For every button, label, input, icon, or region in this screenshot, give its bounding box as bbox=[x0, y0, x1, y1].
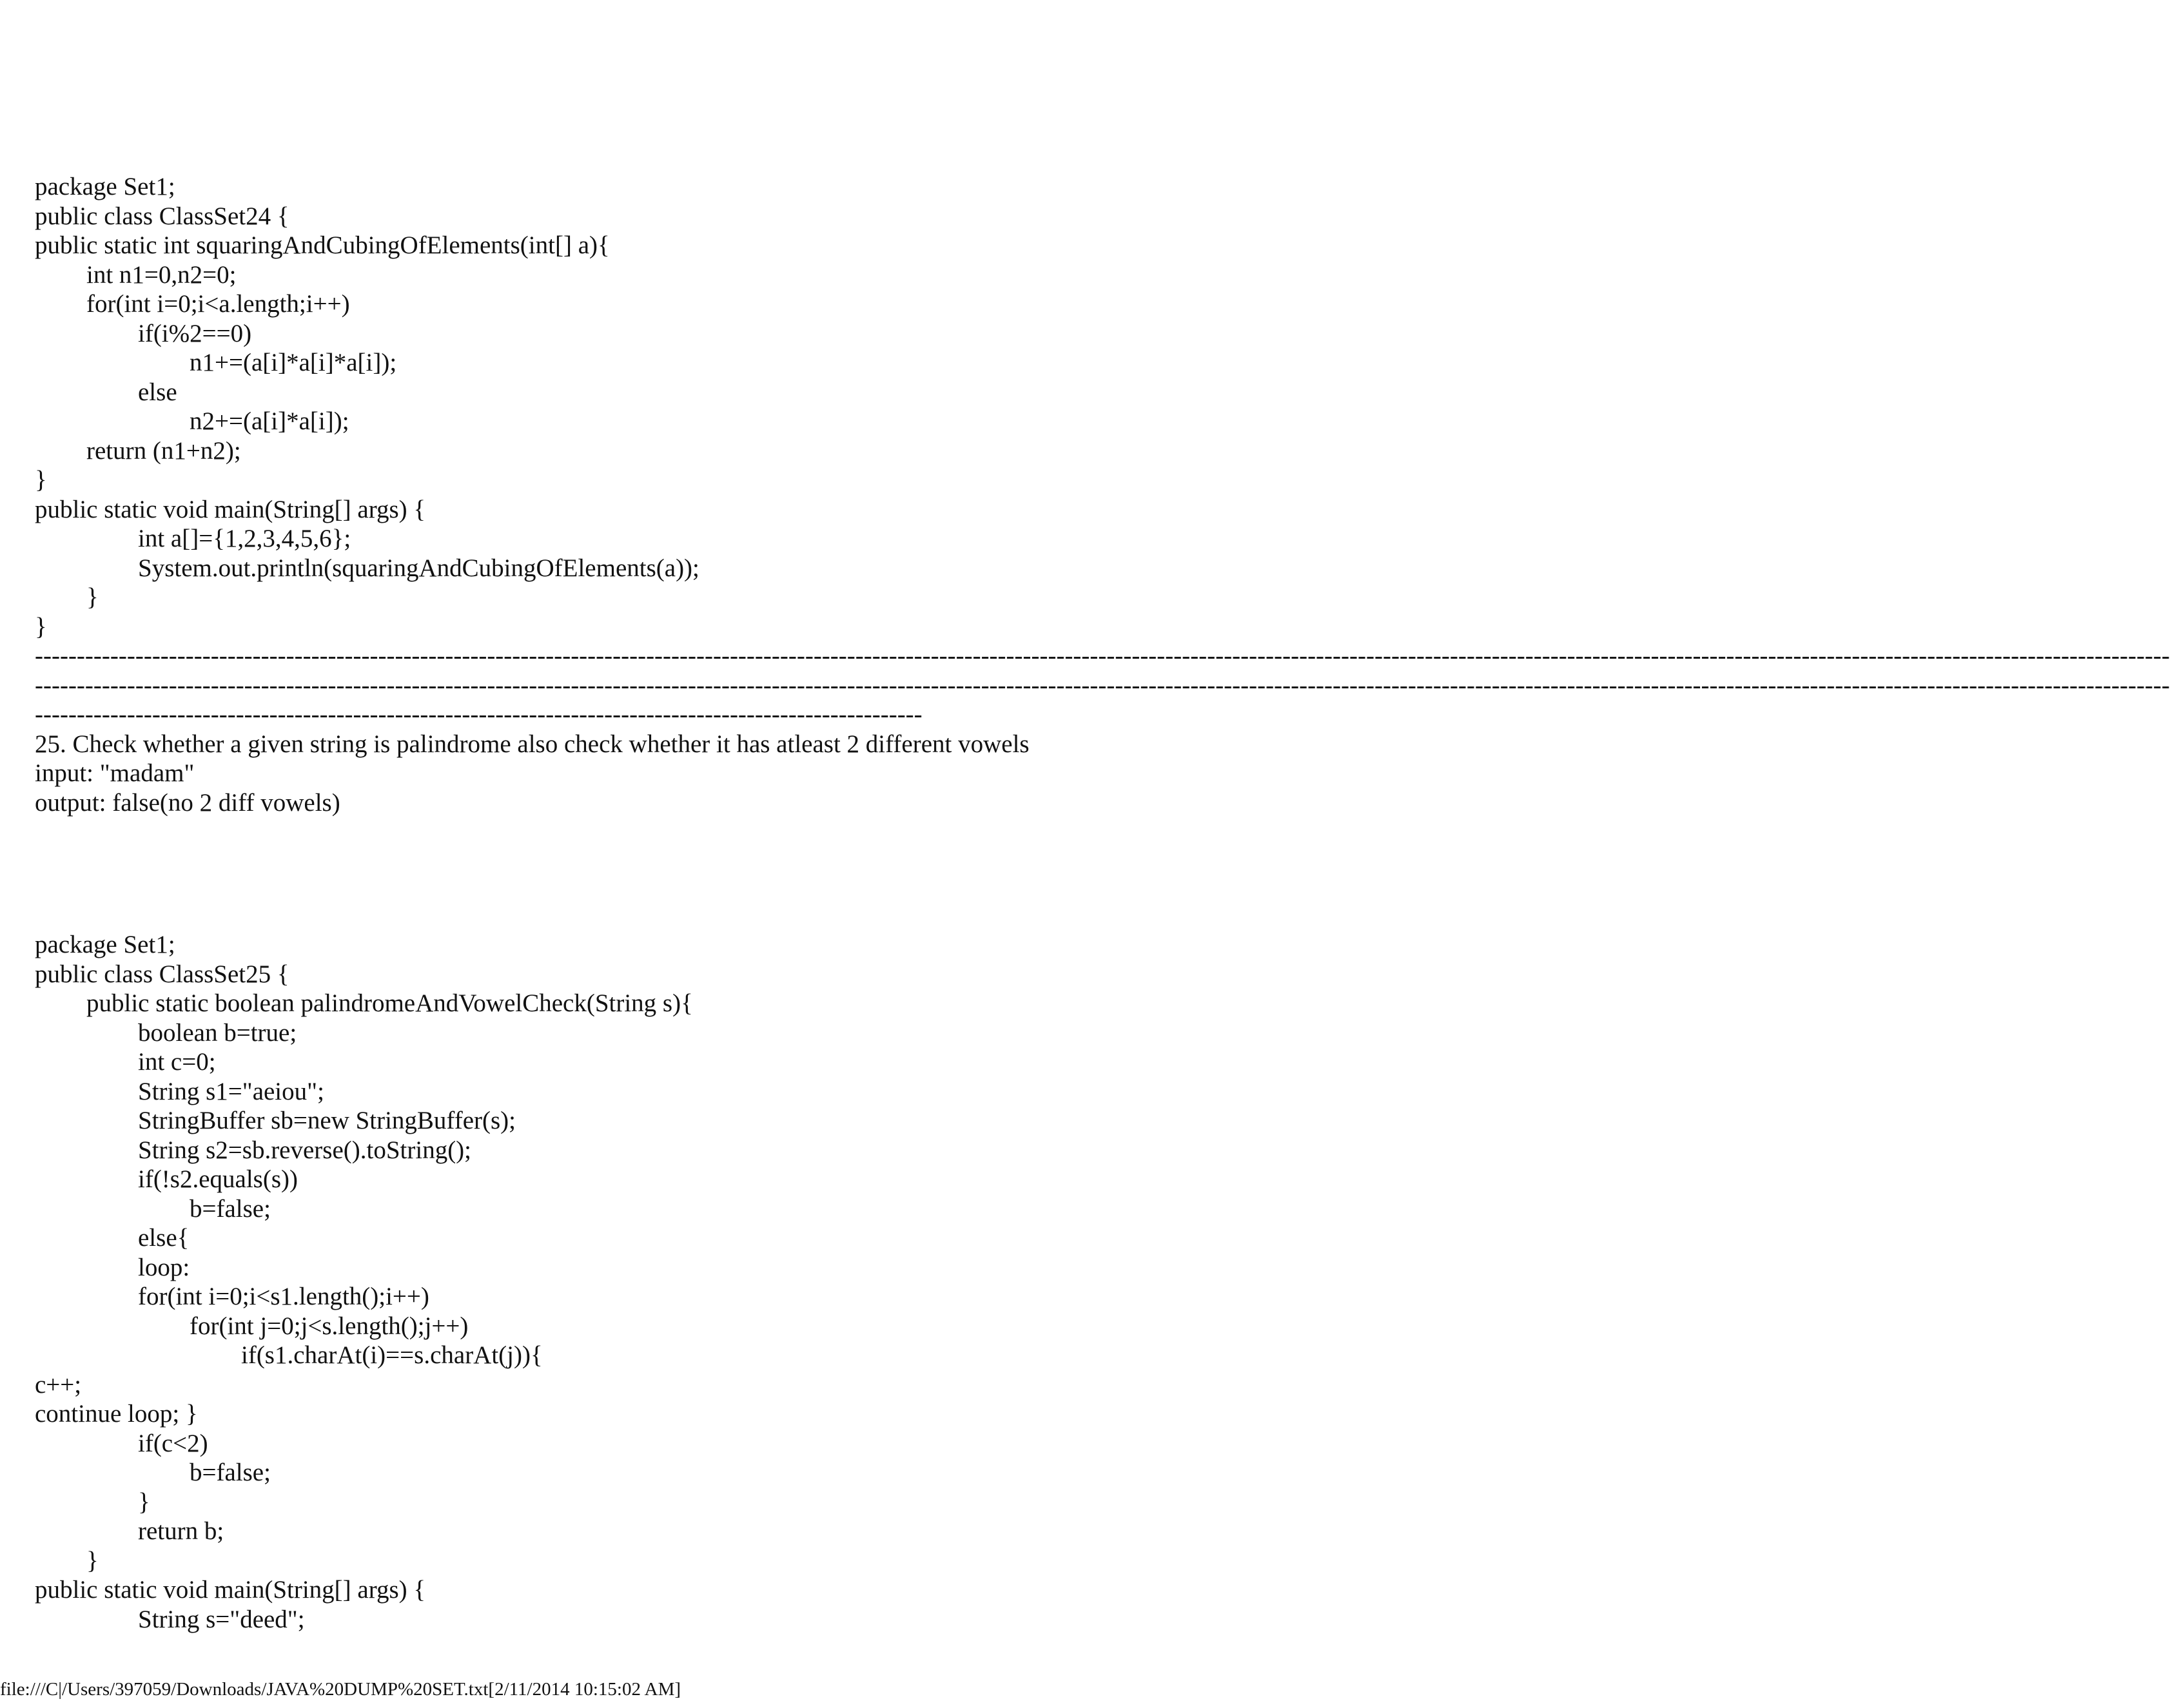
code-line: } bbox=[138, 1488, 150, 1516]
code-line: package Set1; bbox=[35, 931, 175, 958]
code-line: } bbox=[86, 583, 99, 611]
code-line: continue loop; } bbox=[35, 1400, 198, 1428]
code-line: for(int i=0;i<a.length;i++) bbox=[86, 290, 350, 318]
code-line: b=false; bbox=[190, 1194, 271, 1223]
code-line: public class ClassSet24 { bbox=[35, 202, 289, 230]
code-line: package Set1; bbox=[35, 173, 175, 200]
code-line: return b; bbox=[138, 1517, 224, 1545]
code-line: if(i%2==0) bbox=[138, 319, 252, 347]
code-line: StringBuffer sb=new StringBuffer(s); bbox=[138, 1107, 516, 1134]
code-line: b=false; bbox=[190, 1459, 271, 1486]
separator-line: --------------------------------------------------------------------------------------------------------------------------------------------------------------------------------------------------------------------------------------------------------------- bbox=[35, 671, 2170, 699]
code-line: String s="deed"; bbox=[138, 1605, 305, 1633]
code-line: if(!s2.equals(s)) bbox=[138, 1165, 298, 1193]
code-line: int c=0; bbox=[138, 1048, 216, 1076]
page-footer-url: file:///C|/Users/397059/Downloads/JAVA%20DUMP%20SET.txt[2/11/2014 10:15:02 AM] bbox=[0, 1679, 681, 1700]
code-line: loop: bbox=[138, 1253, 190, 1281]
code-line: public static boolean palindromeAndVowelCheck(String s){ bbox=[86, 989, 693, 1017]
code-line: int n1=0,n2=0; bbox=[86, 260, 237, 289]
code-line: public static int squaringAndCubingOfElements(int[] a){ bbox=[35, 231, 610, 259]
code-line: String s1="aeiou"; bbox=[138, 1077, 324, 1105]
code-line: int a[]={1,2,3,4,5,6}; bbox=[138, 525, 351, 552]
problem-input: input: "madam" bbox=[35, 759, 195, 787]
code-line: if(c<2) bbox=[138, 1429, 208, 1457]
code-line: for(int i=0;i<s1.length();i++) bbox=[138, 1283, 429, 1310]
code-line: n1+=(a[i]*a[i]*a[i]); bbox=[190, 349, 397, 376]
code-block-classset25 bbox=[35, 930, 1298, 1634]
code-line: public static void main(String[] args) { bbox=[35, 1576, 426, 1604]
code-line: public static void main(String[] args) { bbox=[35, 495, 426, 523]
code-line: else bbox=[138, 378, 177, 406]
code-line: } bbox=[86, 1546, 99, 1575]
code-line: System.out.println(squaringAndCubingOfElements(a)); bbox=[138, 554, 699, 582]
code-line: } bbox=[35, 612, 47, 641]
code-line: n2+=(a[i]*a[i]); bbox=[190, 407, 349, 435]
code-line: boolean b=true; bbox=[138, 1018, 297, 1047]
code-line: } bbox=[35, 466, 47, 494]
code-line: for(int j=0;j<s.length();j++) bbox=[190, 1312, 469, 1340]
code-line: c++; bbox=[35, 1370, 82, 1399]
code-line: return (n1+n2); bbox=[86, 436, 241, 465]
problem-output: output: false(no 2 diff vowels) bbox=[35, 788, 340, 817]
code-block-classset24 bbox=[35, 172, 2170, 817]
separator-line: --------------------------------------------------------------------------------------------------------------------------------------------------------------------------------------------------------------------------------------------------------------- bbox=[35, 642, 2170, 670]
problem-title: 25. Check whether a given string is palindrome also check whether it has atleast 2 different vowels bbox=[35, 730, 1030, 758]
code-line: public class ClassSet25 { bbox=[35, 960, 289, 988]
code-line: else{ bbox=[138, 1224, 190, 1252]
code-line: String s2=sb.reverse().toString(); bbox=[138, 1136, 471, 1164]
separator-line-short: ---------------------------------------------------------------------------------------------------------- bbox=[35, 701, 923, 728]
code-line: if(s1.charAt(i)==s.charAt(j)){ bbox=[241, 1341, 543, 1369]
